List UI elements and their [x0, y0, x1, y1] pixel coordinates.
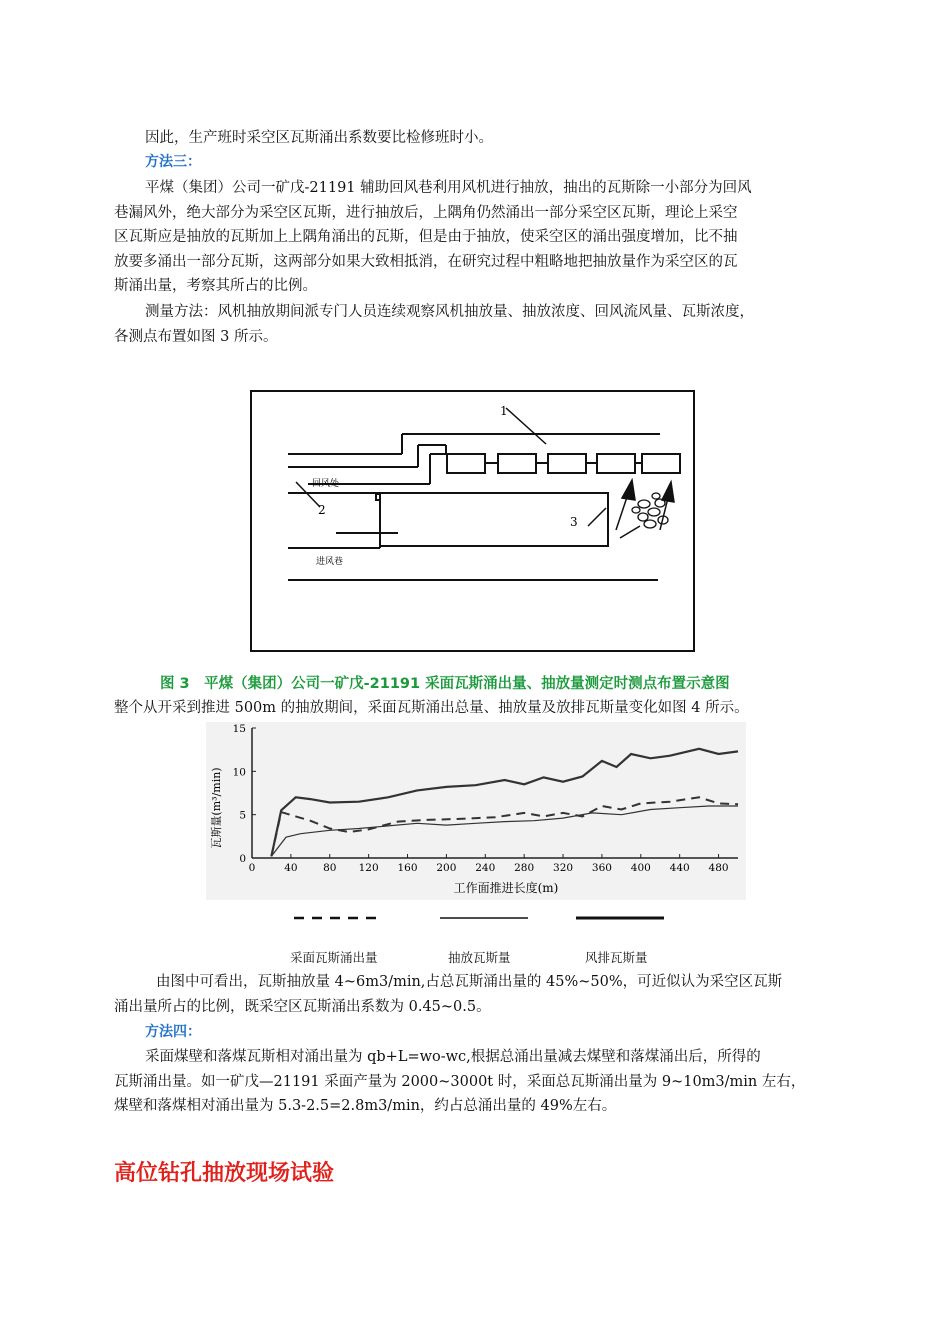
y-tick-label: 10 [232, 766, 246, 779]
figure-frame [251, 391, 694, 651]
paragraph-line: 区瓦斯应是抽放的瓦斯加上上隅角涌出的瓦斯，但是由于抽放，使采空区的涌出强度增加，比不抽 [114, 229, 738, 246]
y-tick-label: 15 [232, 723, 246, 735]
x-tick-label: 0 [248, 862, 256, 874]
legend-label-ventilation: 风排瓦斯量 [585, 950, 648, 965]
note-bottom: 进风巷 [316, 557, 344, 567]
paragraph-conclusion [114, 126, 836, 151]
legend-label-total: 采面瓦斯涌出量 [290, 950, 378, 965]
x-tick-label: 480 [708, 862, 729, 874]
x-tick-label: 120 [358, 862, 379, 874]
paragraph-line: 因此，生产班时采空区瓦斯涌出系数要比检修班时小。 [145, 130, 493, 146]
y-tick-label: 5 [239, 809, 246, 822]
method-four-title: 方法四： [145, 1024, 201, 1040]
paragraph-line: 测量方法：风机抽放期间派专门人员连续观察风机抽放量、抽放浓度、回风流风量、瓦斯浓度， [145, 304, 754, 320]
paragraph-method-three [114, 176, 836, 299]
paragraph-line: 巷漏风外，绝大部分为采空区瓦斯，进行抽放后，上隅角仍然涌出一部分采空区瓦斯，理论上采空 [114, 204, 738, 221]
x-tick-label: 400 [630, 862, 651, 874]
x-tick-label: 160 [397, 862, 418, 874]
y-axis-label: 瓦斯量(m³/min) [210, 767, 223, 849]
x-axis-label: 工作面推进长度(m) [453, 881, 559, 895]
label-2: 2 [318, 503, 326, 517]
paragraph-line: 斯涌出量，考察其所占的比例。 [114, 278, 317, 295]
paragraph-line: 由图中可看出，瓦斯抽放量 4~6m3/min,占总瓦斯涌出量的 45%~50%，可近似认为采空区瓦斯 [156, 974, 783, 990]
paragraph-conclusion-figure-4 [114, 970, 836, 1019]
label-1: 1 [500, 404, 508, 418]
paragraph-line: 煤壁和落煤相对涌出量为 5.3-2.5=2.8m3/min，约占总涌出量的 49%左右。 [114, 1098, 617, 1115]
paragraph-line: 瓦斯涌出量。如一矿戊—21191 采面产量为 2000~3000t 时，采面总瓦斯涌出量为 9~10m3/min 左右， [114, 1073, 806, 1090]
figure-4-chart [206, 722, 746, 900]
x-tick-label: 240 [475, 862, 496, 874]
paragraph-line: 放要多涌出一部分瓦斯，这两部分如果大致相抵消，在研究过程中粗略地把抽放量作为采空区的瓦 [114, 253, 738, 270]
note-top: 回风处 [312, 479, 340, 489]
paragraph-line: 整个从开采到推进 500m 的抽放期间，采面瓦斯涌出总量、抽放量及放排瓦斯量变化如图 4 所示。 [114, 700, 749, 716]
legend-label-drainage: 抽放瓦斯量 [448, 950, 511, 965]
method-three-title: 方法三： [145, 154, 201, 170]
figure-3-caption: 图 3 平煤（集团）公司一矿戊-21191 采面瓦斯涌出量、抽放量测定时测点布置示意图 [160, 676, 730, 692]
paragraph-method-four [114, 1045, 836, 1119]
section-heading: 高位钻孔抽放现场试验 [114, 1161, 335, 1186]
paragraph-line: 各测点布置如图 3 所示。 [114, 328, 278, 345]
paragraph-figure-4-intro [114, 696, 836, 721]
x-tick-label: 200 [436, 862, 457, 874]
figure-3-diagram [250, 390, 696, 653]
x-tick-label: 360 [591, 862, 612, 874]
paragraph-line: 采面煤壁和落煤瓦斯相对涌出量为 qb+L=wo-wc,根据总涌出量减去煤壁和落煤涌出后，所得的 [145, 1049, 761, 1065]
y-tick-label: 0 [239, 853, 246, 865]
x-tick-label: 80 [323, 862, 337, 874]
x-tick-label: 40 [284, 862, 298, 874]
label-3: 3 [570, 515, 578, 529]
paragraph-measurement [114, 300, 836, 349]
figure-4-legend [290, 908, 680, 928]
paragraph-line: 平煤（集团）公司一矿戊-21191 辅助回风巷利用风机进行抽放，抽出的瓦斯除一小部分为回风 [145, 180, 752, 196]
x-tick-label: 280 [514, 862, 535, 874]
paragraph-line: 涌出量所占的比例，既采空区瓦斯涌出系数为 0.45~0.5。 [114, 998, 491, 1015]
x-tick-label: 320 [553, 862, 574, 874]
x-tick-label: 440 [669, 862, 690, 874]
